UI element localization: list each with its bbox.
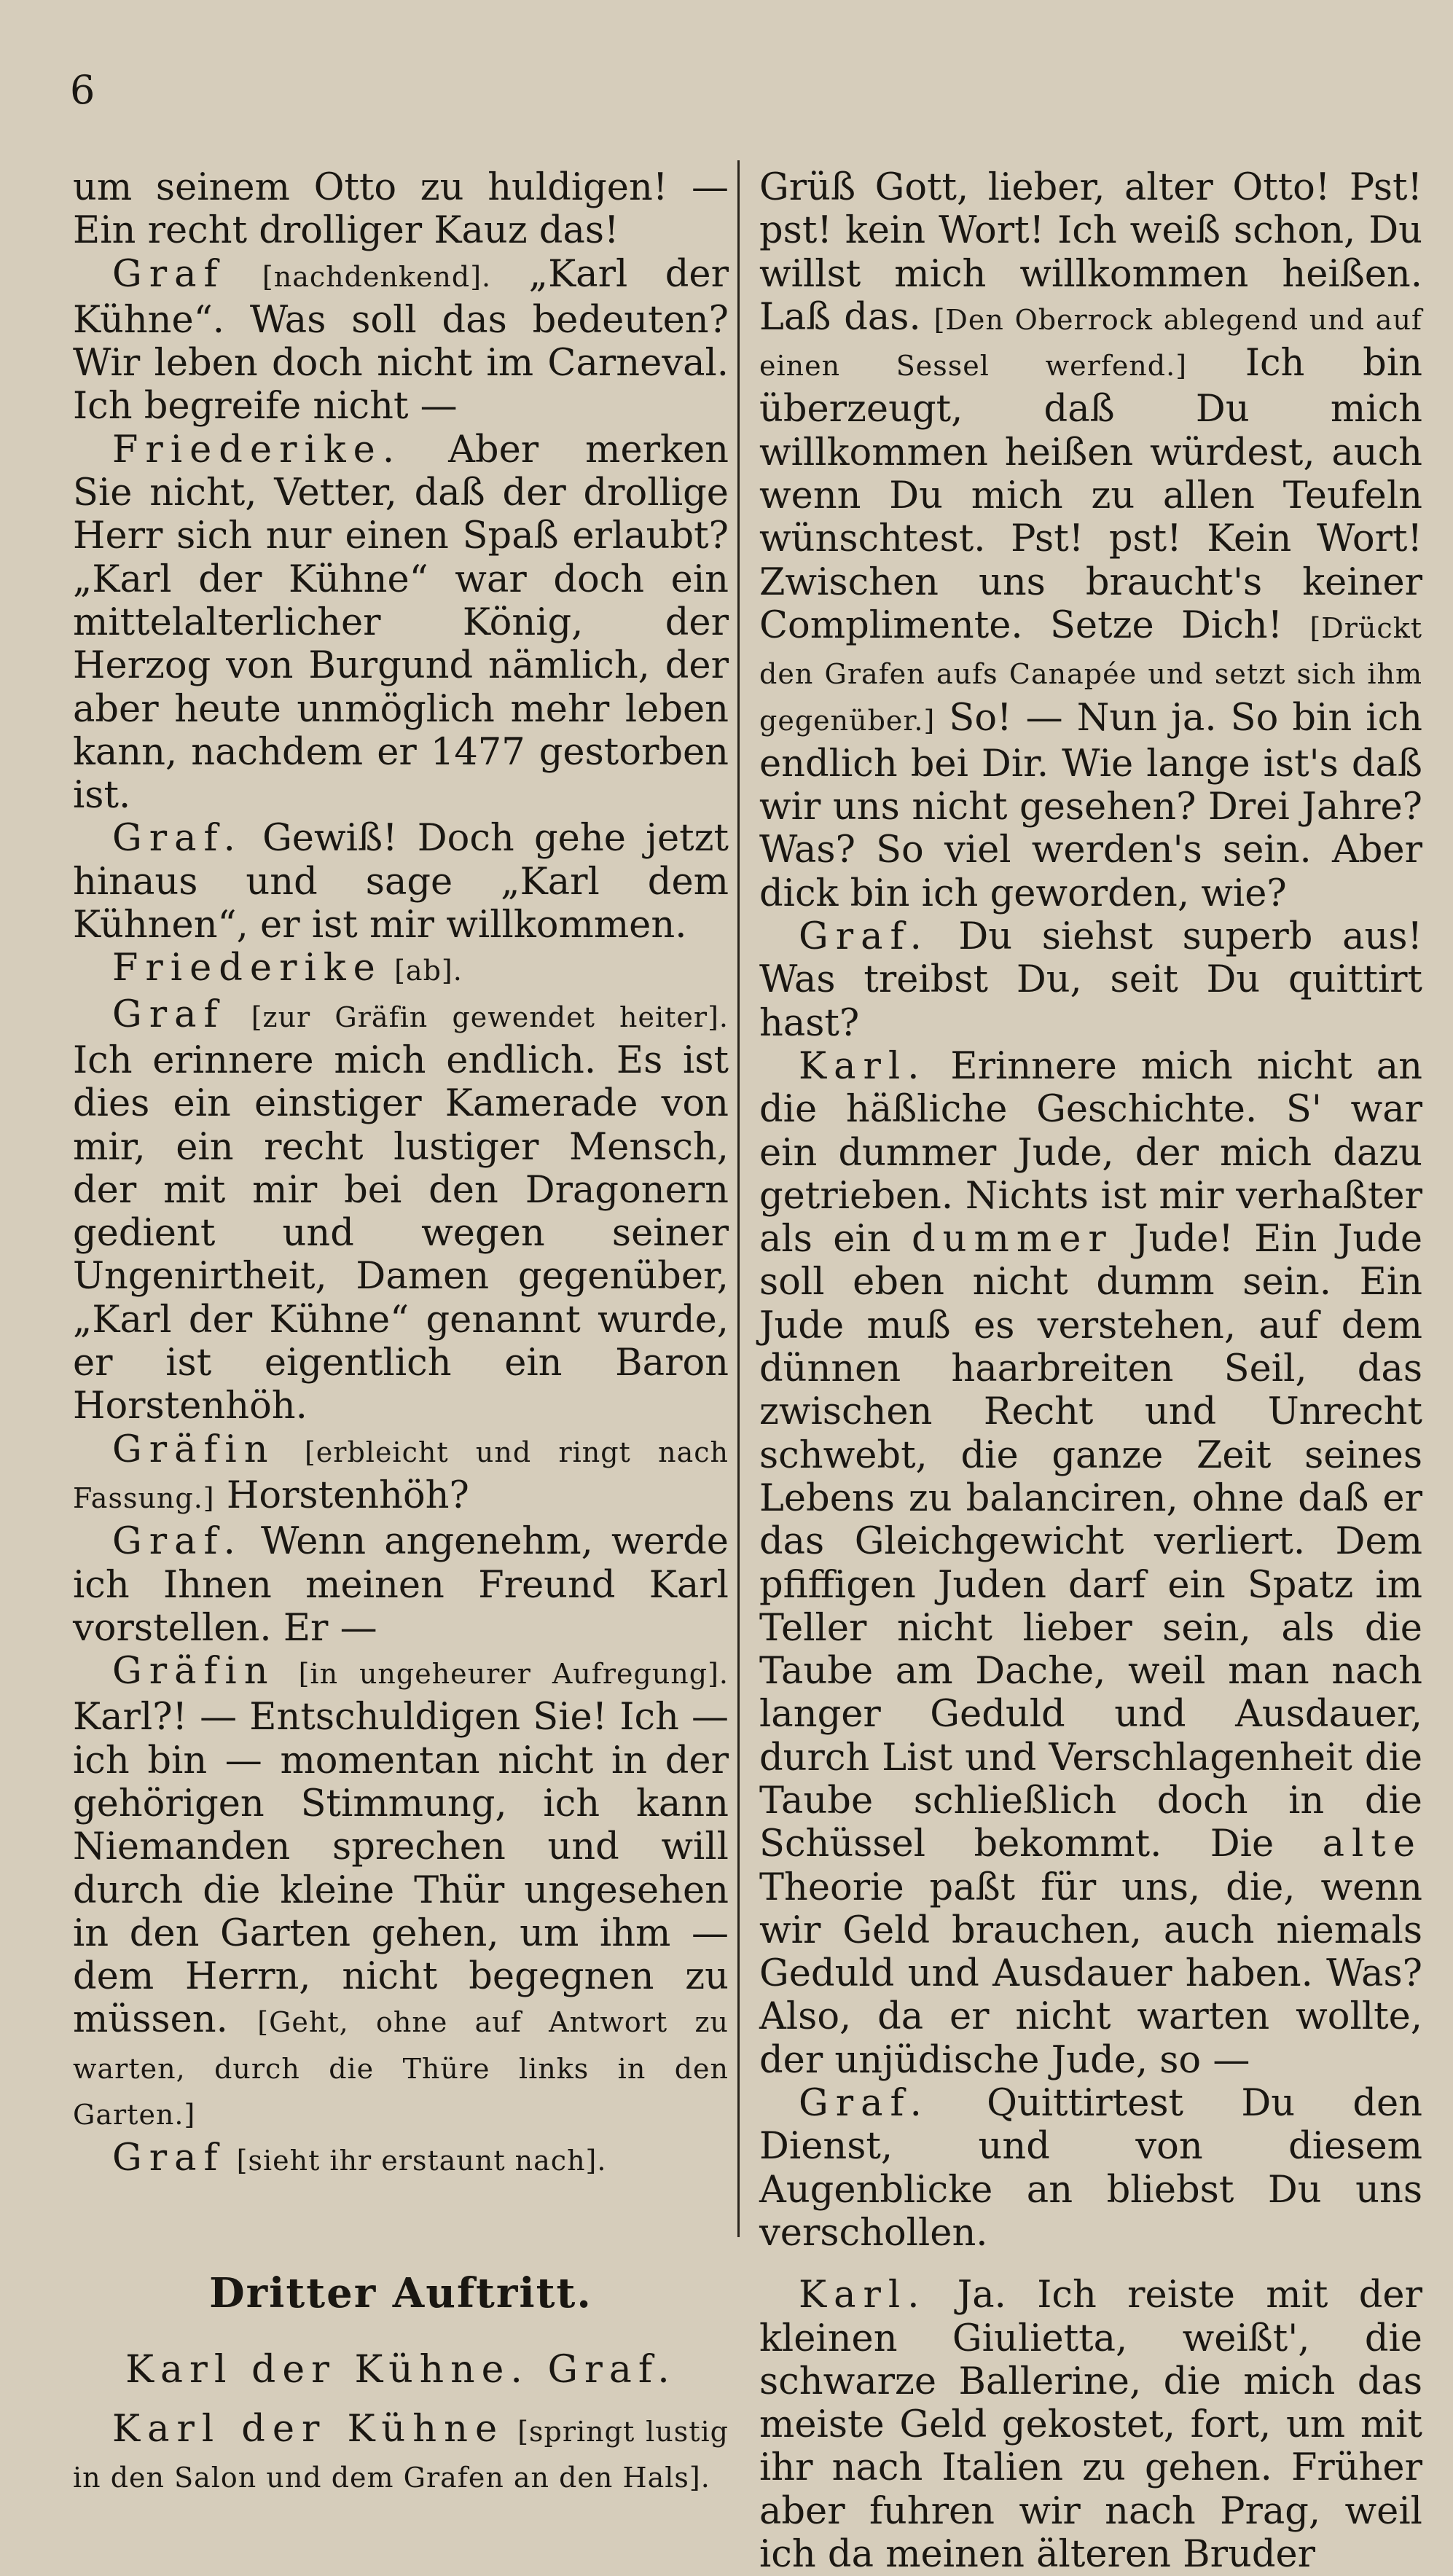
dialogue-graf — [73, 817, 729, 947]
stage-direction: [in ungeheurer Aufregung]. — [298, 1658, 729, 1691]
stage-direction: [erbleicht und ringt nach Fassung.] — [73, 1436, 729, 1514]
speech: Wenn angenehm, werde ich Ihnen meinen Freund Karl vorstellen. Er — — [73, 1520, 729, 1650]
dialogue-graf — [73, 1520, 729, 1650]
speech: Jude! Ein Jude soll eben nicht dumm sein. Ein Jude muß es verstehen, auf dem dünnen haarbreiten Seil, das zwischen Recht und Unrecht schwebt, die ganze Zeit seines Lebens zu balanciren, ohne daß er das Gleichgewicht verliert. Dem pfiffigen Juden darf ein Spatz im Teller nicht lieber sein, als die Taube am Dache, weil man nach langer Geduld und Ausdauer, durch List und Verschlagenheit die Taube schließlich doch in die Schüssel bekommt. Die — [759, 1218, 1422, 1866]
speech: Ja. Ich reiste mit der kleinen Giulietta, weißt', die schwarze Ballerine, die mich das meiste Geld gekostet, fort, um mit ihr nach Italien zu gehen. Früher aber fuhren wir nach Prag, weil ich da meinen älteren Bruder — [759, 2274, 1422, 2576]
dialogue-graf — [73, 253, 729, 428]
stage-direction: [ab]. — [394, 955, 463, 987]
dialogue-graf — [73, 993, 729, 1428]
dialogue-karl — [73, 2408, 729, 2500]
speech: „Karl der Kühne“. Was soll das bedeuten? Wir leben doch nicht im Carneval. Ich begreife nicht — — [73, 252, 729, 428]
speech: Erinnere mich nicht an die häßliche Geschichte. S' war ein dummer Jude, der mich dazu getrieben. Nichts ist mir verhaßter als ein — [759, 1044, 1422, 1261]
paragraph — [73, 166, 729, 253]
dialogue-graefin — [73, 1428, 729, 1521]
stage-direction: [springt lustig in den Salon und dem Grafen an den Hals]. — [73, 2415, 729, 2494]
speaker: Friederike — [112, 947, 383, 990]
emphasis: alte — [1322, 1823, 1422, 1866]
dialogue-karl-continued — [759, 166, 1422, 915]
emphasis: dummer — [911, 1218, 1113, 1261]
speech: Quittirtest Du den Dienst, und von diesem Augenblicke an bliebst Du uns verschollen. — [759, 2082, 1422, 2255]
speaker: Graf — [112, 993, 225, 1036]
speaker: Graf — [112, 252, 225, 296]
text: um seinem Otto zu huldigen! — Ein recht drolliger Kauz das! — [73, 166, 729, 253]
page-number: 6 — [70, 67, 95, 113]
dialogue-graf — [759, 2082, 1422, 2255]
left-column — [73, 166, 729, 2499]
dialogue-friederike — [73, 947, 729, 993]
speech: Ich erinnere mich endlich. Es ist dies ein einstiger Kamerade von mir, ein recht lustiger Mensch, der mit mir bei den Dragonern gedient und wegen seiner Ungenirtheit, Damen gegenüber, „Karl der Kühne“ genannt wurde, er ist eigentlich ein Baron Horstenhöh. — [73, 1038, 729, 1428]
scene-heading: Dritter Auftritt. — [209, 2268, 592, 2317]
right-column — [759, 166, 1422, 2576]
stage-direction: [sieht ihr erstaunt nach]. — [236, 2145, 607, 2177]
stage-direction: [nachdenkend]. — [262, 260, 492, 293]
speech: Ich bin überzeugt, daß Du mich willkommen heißen würdest, auch wenn Du mich zu allen Teufeln wünschtest. Pst! pst! Kein Wort! Zwischen uns braucht's keiner Complimente. Setze Dich! — [759, 342, 1422, 647]
speaker: Karl. — [799, 1044, 927, 1088]
speaker: Friederike. — [112, 428, 402, 471]
speaker: Karl der Kühne — [112, 2407, 505, 2451]
speaker: Karl. — [799, 2274, 927, 2317]
column-divider — [737, 160, 740, 2237]
spacer — [759, 2255, 1422, 2274]
speaker: Graf. — [112, 817, 243, 861]
stage-direction: [Drückt den Grafen aufs Canapée und setzt sich ihm gegenüber.] — [759, 611, 1422, 737]
speaker: Graf. — [799, 915, 929, 959]
scene-characters: Karl der Kühne. Graf. — [125, 2347, 676, 2392]
speech: Grüß Gott, lieber, alter Otto! Pst! pst! kein Wort! Ich weiß schon, Du willst mich willkommen heißen. Laß das. — [759, 166, 1422, 339]
stage-direction: [Geht, ohne auf Antwort zu warten, durch die Thüre links in den Garten.] — [73, 2006, 729, 2131]
speaker: Gräfin — [112, 1650, 275, 1694]
dialogue-graf — [759, 915, 1422, 1045]
stage-direction: [Den Oberrock ablegend und auf einen Sessel werfend.] — [759, 303, 1422, 383]
speaker: Graf. — [112, 1520, 243, 1564]
dialogue-friederike — [73, 428, 729, 818]
stage-direction: [zur Gräfin gewendet heiter]. — [251, 1001, 729, 1033]
speech: Karl?! — Entschuldigen Sie! Ich — ich bin — momentan nicht in der gehörigen Stimmung, ich kann Niemanden sprechen und will durch die kleine Thür ungesehen in den Garten gehen, um ihm — dem Herrn, nicht begegnen zu müssen. — [73, 1696, 729, 2042]
speaker: Graf. — [799, 2082, 929, 2126]
speech: Du siehst superb aus! Was treibst Du, seit Du quittirt hast? — [759, 915, 1422, 1045]
dialogue-karl — [759, 2274, 1422, 2576]
speech: Horstenhöh? — [226, 1473, 469, 1517]
speech: Gewiß! Doch gehe jetzt hinaus und sage „Karl dem Kühnen“, er ist mir willkommen. — [73, 817, 729, 947]
speaker: Gräfin — [112, 1428, 275, 1471]
speech: Aber merken Sie nicht, Vetter, daß der drollige Herr sich nur einen Spaß erlaubt? „Karl der Kühne“ war doch ein mittelalterlicher König, der Herzog von Burgund nämlich, der aber heute unmöglich mehr leben kann, nachdem er 1477 gestorben ist. — [73, 428, 729, 818]
speech: Theorie paßt für uns, die, wenn wir Geld brauchen, auch niemals Geduld und Ausdauer haben. Was? Also, da er nicht warten wollte, der unjüdische Jude, so — — [759, 1866, 1422, 2082]
dialogue-karl — [759, 1045, 1422, 2082]
speech: So! — Nun ja. So bin ich endlich bei Dir. Wie lange ist's daß wir uns nicht gesehen? Drei Jahre? Was? So viel werden's sein. Aber dick bin ich geworden, wie? — [759, 696, 1422, 915]
dialogue-graefin — [73, 1650, 729, 2137]
speaker: Graf — [112, 2137, 225, 2180]
dialogue-graf — [73, 2137, 729, 2182]
